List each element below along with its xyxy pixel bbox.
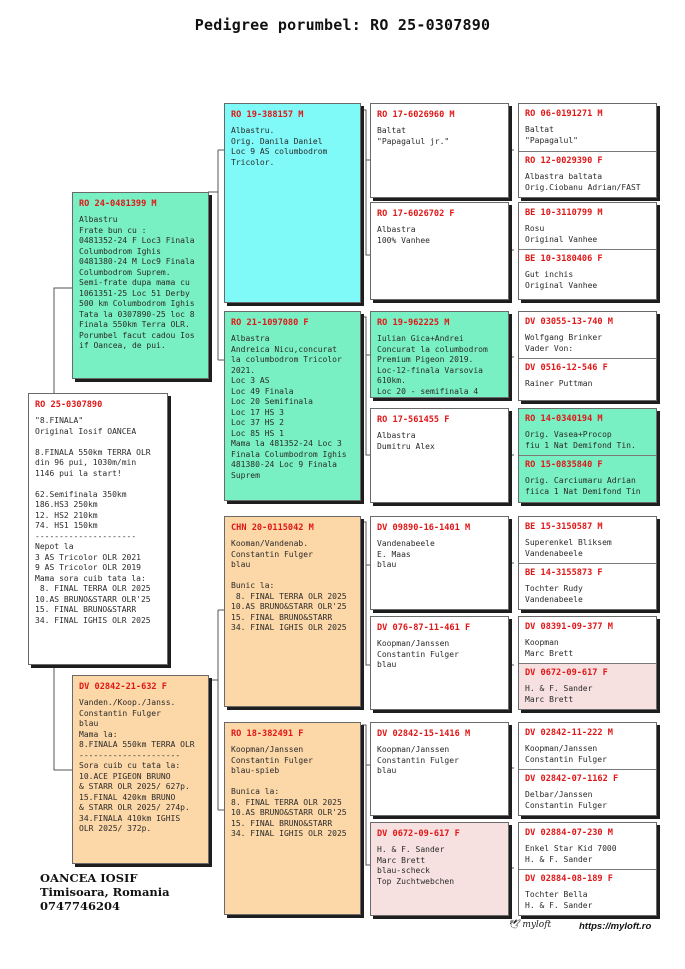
sire-ring-id: RO 24-0481399 M [79, 199, 157, 209]
ggp-details: Koopman/Janssen Constantin Fulger blau [377, 639, 459, 669]
gggp-ring-id: DV 02842-11-222 M [525, 728, 613, 738]
ggp-details: Iulian Gica+Andrei Concurat la columbodrom Premium Pigeon 2019. Loc-12-finala Varsovia 610km. Loc 20 - semifinala 4 [377, 334, 488, 396]
page-title: Pedigree porumbel: RO 25-0307890 [194, 16, 491, 34]
ggp-details: Vandenabeele E. Maas blau [377, 539, 435, 569]
gggp-pair-card[interactable] [518, 103, 657, 198]
granddam-paternal-card[interactable] [224, 311, 361, 501]
pair-divider [519, 455, 656, 456]
gggp-pair-card[interactable] [518, 408, 657, 503]
gggp-details: Enkel Star Kid 7000 H. & F. Sander [525, 844, 617, 864]
ggp-card[interactable] [370, 202, 509, 300]
dam-card[interactable] [72, 675, 209, 864]
subject-ring-id: RO 25-0307890 [35, 400, 103, 410]
ggp-ring-id: DV 09890-16-1401 M [377, 523, 471, 533]
gggp-ring-id: RO 14-0340194 M [525, 414, 603, 424]
sire-card[interactable] [72, 192, 209, 379]
gggp-ring-id: DV 02884-07-230 M [525, 828, 613, 838]
ggp-card[interactable] [370, 616, 509, 710]
gggp-ring-id: BE 10-3180406 F [525, 254, 603, 264]
gggp-details: H. & F. Sander Marc Brett [525, 684, 593, 704]
subject-details: "8.FINALA" Original Iosif OANCEA 8.FINALA 550km TERRA OLR din 96 pui, 1030m/min 1146 pui la start! 62.Semifinala 350km 186.HS3 250km 12. HS2 210km 74. HS1 150km --------------------- Nepot la 3 AS Tricolor OLR 2021 9 AS Tricolor OLR 2019 Mama sora cuib tata la: 8. FINAL TERRA OLR 2025 10.AS BRUNO&STARR OLR'25 15. FINAL BRUNO&STARR 34. FINAL IGHIS OLR 2025 [35, 416, 151, 625]
gggp-ring-id: DV 0516-12-546 F [525, 363, 608, 373]
gp-details: Koopman/Janssen Constantin Fulger blau-spieb Bunica la: 8. FINAL TERRA OLR 2025 10.AS BRUNO&STARR OLR'25 15. FINAL BRUNO&STARR 34. FINAL IGHIS OLR 2025 [231, 745, 347, 838]
gp-details: Albastru. Orig. Danila Daniel Loc 9 AS columbodrom Tricolor. [231, 126, 328, 167]
ggp-ring-id: RO 17-6026960 M [377, 110, 455, 120]
pair-divider [519, 663, 656, 664]
logo-text: myloft [522, 920, 552, 930]
sire-details: Albastru Frate bun cu : 0481352-24 F Loc3 Finala Columbodrom Ighis 0481380-24 M Loc9 Finala Columbodrom Suprem. Semi-frate dupa mama cu 1061351-25 Loc 51 Derby 500 km Columbodrom Ighis Tata la 0307890-25 loc 8 Finala 550km Terra OLR. Porumbel facut cadou Ios if Oancea, de pui. [79, 215, 195, 350]
gggp-details: Rainer Puttman [525, 379, 593, 388]
gggp-pair-card[interactable] [518, 516, 657, 610]
gggp-pair-card[interactable] [518, 822, 657, 916]
gggp-ring-id: RO 15-0835840 F [525, 460, 603, 470]
breeder-name: OANCEA IOSIF [40, 871, 138, 885]
ggp-card[interactable] [370, 103, 509, 198]
subject-card[interactable] [28, 393, 168, 665]
pigeon-icon: 🕊 [508, 920, 520, 930]
gggp-ring-id: BE 15-3150587 M [525, 522, 603, 532]
gggp-ring-id: RO 06-0191271 M [525, 109, 603, 119]
gggp-ring-id: DV 03055-13-740 M [525, 317, 613, 327]
ggp-ring-id: DV 076-87-11-461 F [377, 623, 471, 633]
pair-divider [519, 249, 656, 250]
pair-divider [519, 151, 656, 152]
gggp-details: Gut inchis Original Vanhee [525, 270, 598, 290]
granddam-maternal-card[interactable] [224, 722, 361, 915]
gp-ring-id: RO 21-1097080 F [231, 318, 309, 328]
gggp-ring-id: DV 0672-09-617 F [525, 668, 608, 678]
grandsire-maternal-card[interactable] [224, 516, 361, 707]
gggp-ring-id: DV 02842-07-1162 F [525, 774, 619, 784]
ggp-ring-id: RO 17-561455 F [377, 415, 450, 425]
pair-divider [519, 769, 656, 770]
gggp-details: Tochter Bella H. & F. Sander [525, 890, 593, 910]
gggp-details: Koopman Marc Brett [525, 638, 574, 658]
ggp-card[interactable] [370, 408, 509, 503]
ggp-ring-id: RO 19-962225 M [377, 318, 450, 328]
gggp-details: Baltat "Papagalul" [525, 125, 578, 145]
gggp-ring-id: DV 02884-08-189 F [525, 874, 613, 884]
gp-ring-id: CHN 20-0115042 M [231, 523, 314, 533]
ggp-card[interactable] [370, 311, 509, 398]
footer-url-link[interactable]: https://myloft.ro [579, 921, 652, 932]
breeder-location: Timisoara, Romania [40, 885, 170, 899]
ggp-details: Koopman/Janssen Constantin Fulger blau [377, 745, 459, 775]
gggp-details: Albastra baltata Orig.Ciobanu Adrian/FAST [525, 172, 641, 192]
ggp-card[interactable] [370, 822, 509, 916]
gggp-ring-id: BE 10-3110799 M [525, 208, 603, 218]
breeder-phone: 0747746204 [40, 899, 121, 913]
ggp-details: Albastra 100% Vanhee [377, 225, 430, 245]
gggp-details: Wolfgang Brinker Vader Von: [525, 333, 603, 353]
gggp-details: Delbar/Janssen Constantin Fulger [525, 790, 607, 810]
gggp-details: Tochter Rudy Vandenabeele [525, 584, 583, 604]
ggp-details: Albastra Dumitru Alex [377, 431, 435, 451]
myloft-logo [508, 920, 551, 930]
ggp-card[interactable] [370, 516, 509, 610]
dam-ring-id: DV 02842-21-632 F [79, 682, 167, 692]
pair-divider [519, 869, 656, 870]
gggp-ring-id: RO 12-0029390 F [525, 156, 603, 166]
gggp-ring-id: DV 08391-09-377 M [525, 622, 613, 632]
pair-divider [519, 358, 656, 359]
ggp-card[interactable] [370, 722, 509, 816]
gp-ring-id: RO 19-388157 M [231, 110, 304, 120]
gggp-pair-card[interactable] [518, 616, 657, 710]
gggp-details: Rosu Original Vanhee [525, 224, 598, 244]
gggp-pair-card[interactable] [518, 202, 657, 300]
ggp-ring-id: DV 02842-15-1416 M [377, 729, 471, 739]
gggp-details: Superenkel Bliksem Vandenabeele [525, 538, 612, 558]
ggp-ring-id: RO 17-6026702 F [377, 209, 455, 219]
gp-details: Kooman/Vandenab. Constantin Fulger blau Bunic la: 8. FINAL TERRA OLR 2025 10.AS BRUNO&STARR OLR'25 15. FINAL BRUNO&STARR 34. FINAL IGHIS OLR 2025 [231, 539, 347, 632]
gggp-details: Orig. Vasea+Procop fiu 1 Nat Demifond Tin. [525, 430, 636, 450]
grandsire-paternal-card[interactable] [224, 103, 361, 303]
ggp-details: Baltat "Papagalul jr." [377, 126, 450, 146]
dam-details: Vanden./Koop./Janss. Constantin Fulger blau Mama la: 8.FINALA 550km TERRA OLR --------------------- Sora cuib cu tata la: 10.ACE PIGEON BRUNO & STARR OLR 2025/ 627p. 15.FINAL 420km BRUNO & STARR OLR 2025/ 274p. 34.FINALA 410km IGHIS OLR 2025/ 372p. [79, 698, 195, 833]
breeder-info [40, 871, 170, 913]
gp-details: Albastra Andreica Nicu,concurat la columbodrom Tricolor 2021. Loc 3 AS Loc 49 Finala Loc 20 Semifinala Loc 17 HS 3 Loc 37 HS 2 Loc 85 HS 1 Mama la 481352-24 Loc 3 Finala Columbodrom Ighis 481380-24 Loc 9 Finala Suprem [231, 334, 347, 480]
pair-divider [519, 563, 656, 564]
ggp-details: H. & F. Sander Marc Brett blau-scheck Top Zuchtwebchen [377, 845, 455, 886]
gggp-details: Orig. Carciumaru Adrian fiica 1 Nat Demifond Tin [525, 476, 641, 496]
ggp-ring-id: DV 0672-09-617 F [377, 829, 460, 839]
gggp-pair-card[interactable] [518, 722, 657, 816]
gggp-ring-id: BE 14-3155873 F [525, 568, 603, 578]
gggp-details: Koopman/Janssen Constantin Fulger [525, 744, 607, 764]
gggp-pair-card[interactable] [518, 311, 657, 401]
gp-ring-id: RO 18-382491 F [231, 729, 304, 739]
